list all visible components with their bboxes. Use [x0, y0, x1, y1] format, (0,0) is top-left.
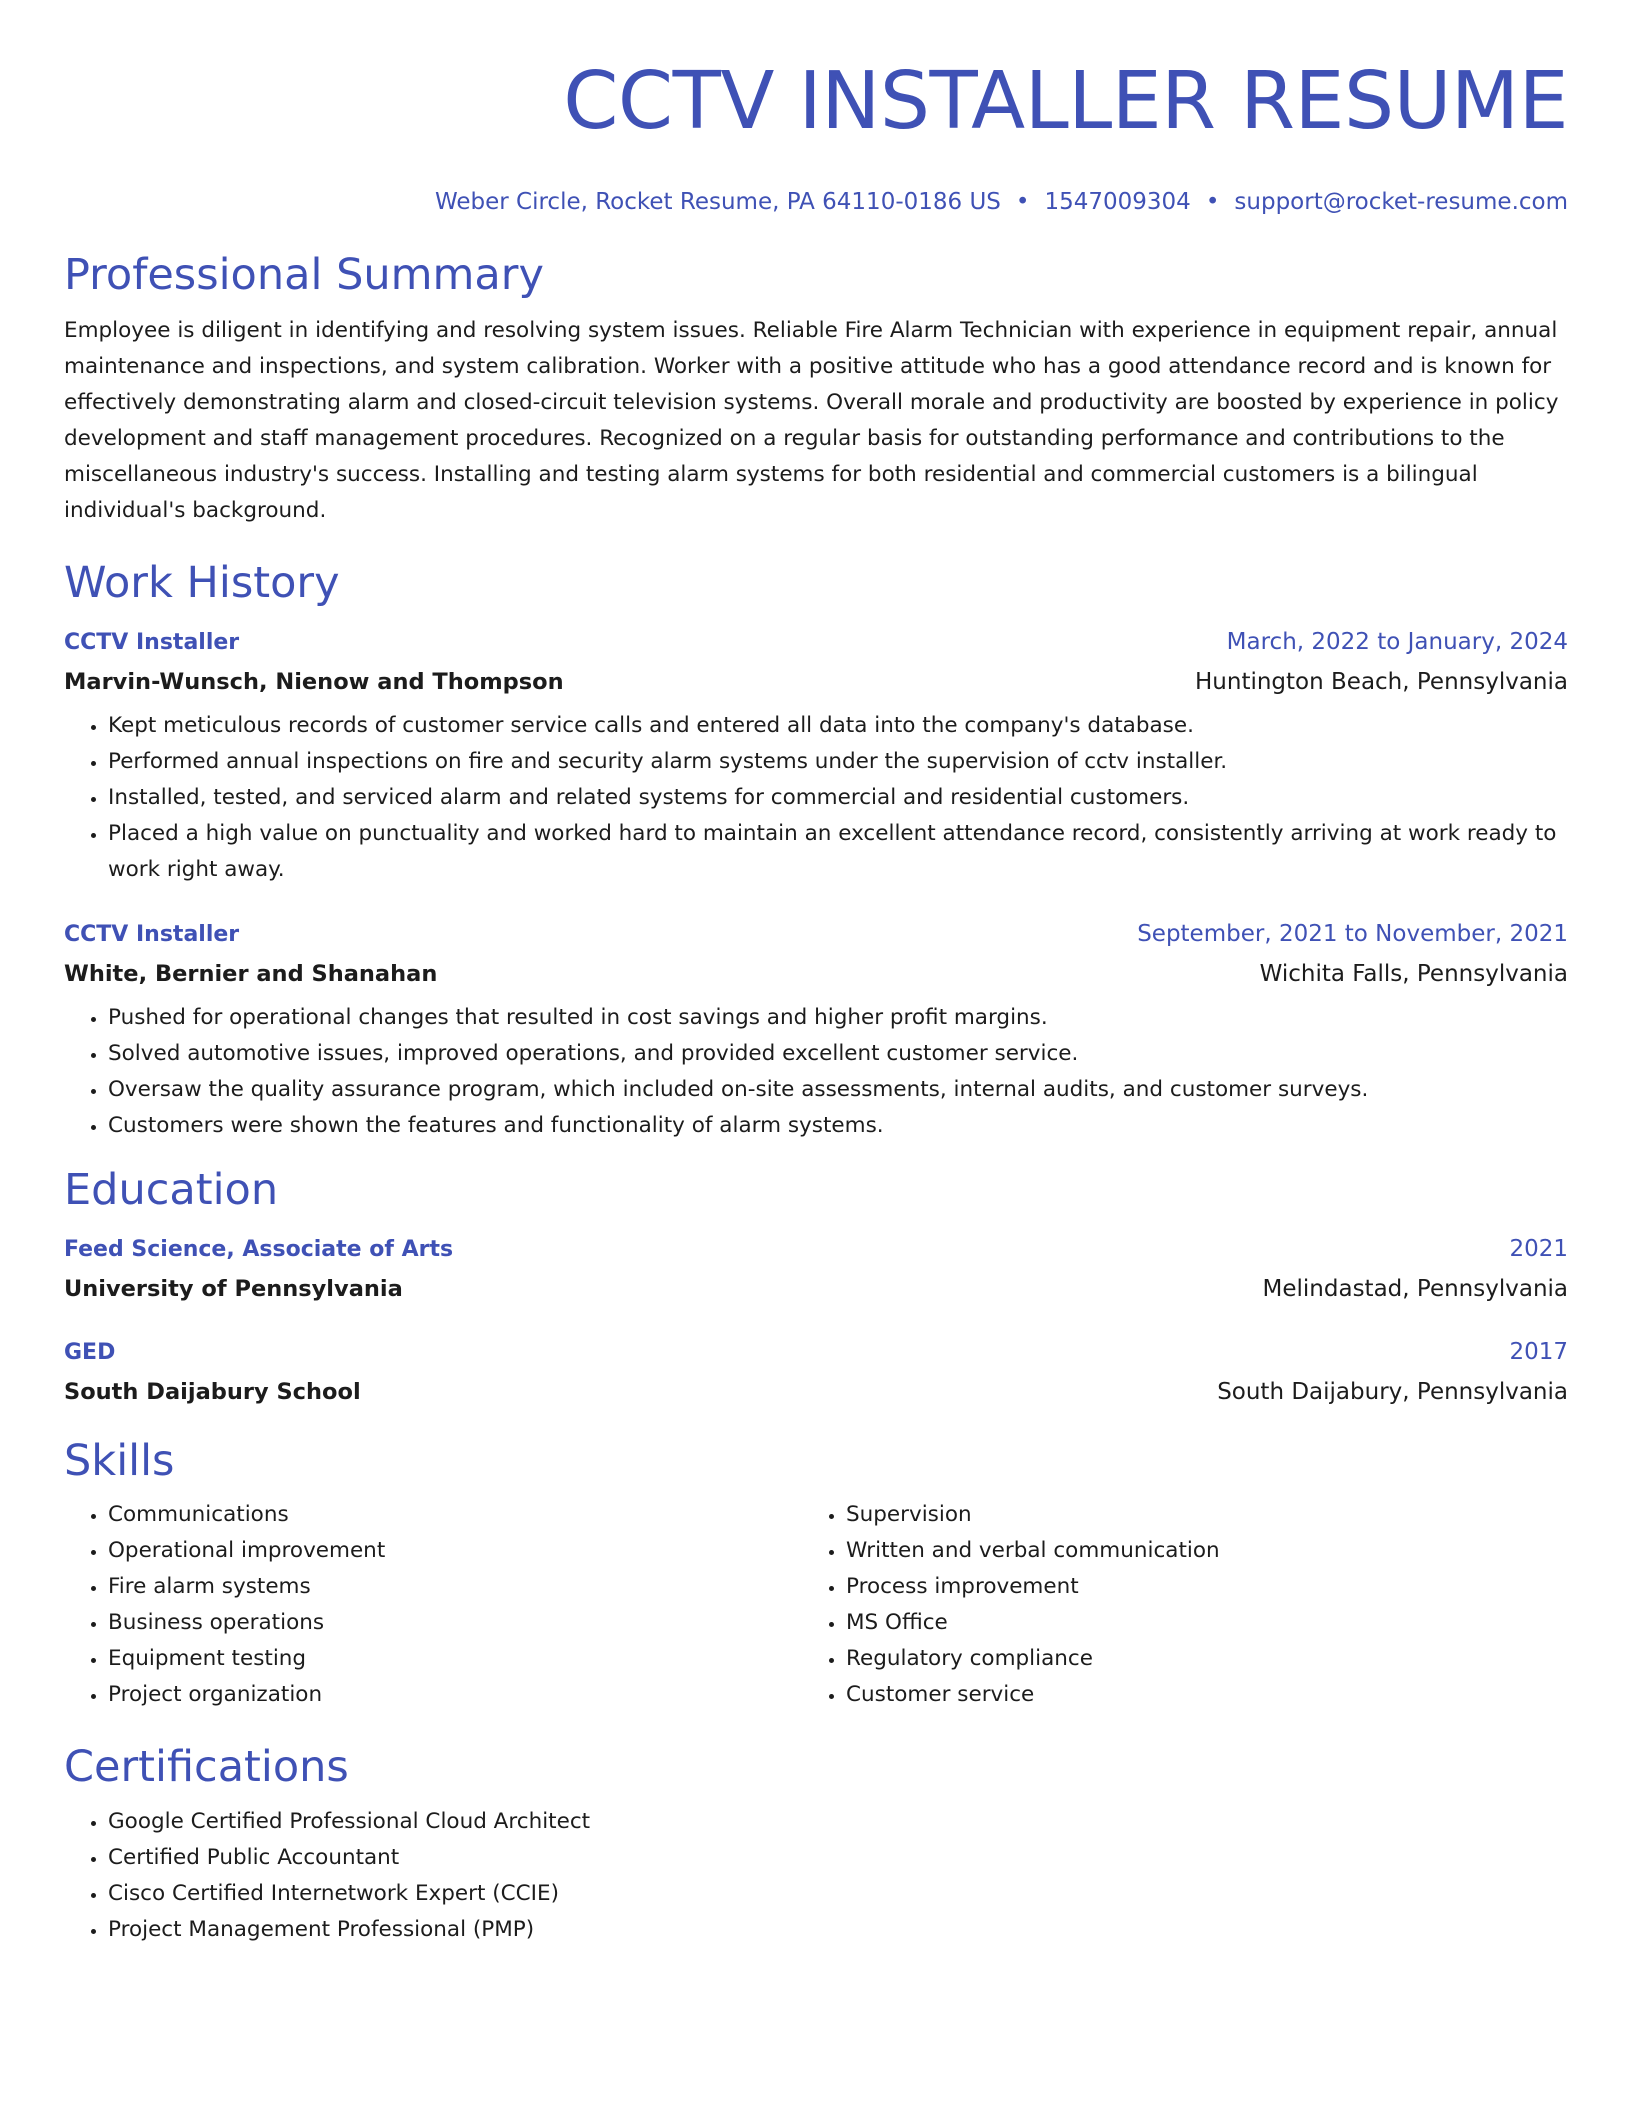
- skills-columns: [64, 1497, 1568, 1713]
- list-item: • Operational improvement: [108, 1533, 802, 1569]
- resume-title: CCTV INSTALLER RESUME: [563, 55, 1568, 147]
- education-location: Melindastad, Pennsylvania: [1262, 1276, 1568, 1302]
- skills-column-left: [64, 1497, 802, 1713]
- list-item: • Pushed for operational changes that resulted in cost savings and higher profit margins.: [108, 1000, 1568, 1036]
- list-item: • Written and verbal communication: [846, 1533, 1568, 1569]
- section-heading: Work History: [64, 558, 340, 608]
- list-item: • Process improvement: [846, 1569, 1568, 1605]
- job-bullets: [64, 1000, 1568, 1144]
- contact-separator: •: [1015, 189, 1030, 215]
- list-item: • Fire alarm systems: [108, 1569, 802, 1605]
- list-item: • Cisco Certified Internetwork Expert (CCIE): [108, 1876, 1568, 1912]
- job-title-row: [64, 919, 1568, 950]
- education-year: 2017: [1509, 1339, 1568, 1365]
- contact-address: Weber Circle, Rocket Resume, PA 64110-0186 US: [434, 189, 1001, 215]
- job-bullets: [64, 708, 1568, 888]
- list-item: • Communications: [108, 1497, 802, 1533]
- summary-text: Employee is diligent in identifying and resolving system issues. Reliable Fire Alarm Technician with experience in equipment repair, annual maintenance and inspections, and system calibration. Worker with a positive attitude who has a good attendance record and is known for effectively demonstrating alarm and closed-circuit television systems. Overall morale and productivity are boosted by experience in policy development and staff management procedures. Recognized on a regular basis for outstanding performance and contributions to the miscellaneous industry's success. Installing and testing alarm systems for both residential and commercial customers is a bilingual individual's background.: [64, 318, 1559, 523]
- list-item: • Equipment testing: [108, 1641, 802, 1677]
- summary-section: [64, 249, 1568, 529]
- list-item: • Business operations: [108, 1605, 802, 1641]
- certifications-section: [64, 1741, 1568, 1948]
- job-company: Marvin-Wunsch, Nienow and Thompson: [64, 669, 564, 695]
- education-entry: [64, 1234, 1568, 1304]
- education-degree-row: [64, 1337, 1568, 1368]
- job-company-row: [64, 959, 1568, 989]
- job-company: White, Bernier and Shanahan: [64, 961, 438, 987]
- job-title: CCTV Installer: [64, 922, 240, 947]
- contact-phone: 1547009304: [1044, 189, 1191, 215]
- education-school: South Daijabury School: [64, 1379, 361, 1405]
- list-item: • Oversaw the quality assurance program, which included on-site assessments, internal audits, and customer surveys.: [108, 1072, 1568, 1108]
- education-section: [64, 1164, 1568, 1407]
- job-entry: [64, 627, 1568, 888]
- education-school-row: [64, 1377, 1568, 1407]
- section-heading: Education: [64, 1165, 279, 1215]
- list-item: • Customers were shown the features and functionality of alarm systems.: [108, 1108, 1568, 1144]
- list-item: • Installed, tested, and serviced alarm and related systems for commercial and residential customers.: [108, 780, 1568, 816]
- job-location: Wichita Falls, Pennsylvania: [1259, 961, 1568, 987]
- section-heading: Certifications: [64, 1742, 349, 1792]
- education-school: University of Pennsylvania: [64, 1276, 403, 1302]
- contact-separator: •: [1205, 189, 1220, 215]
- job-location: Huntington Beach, Pennsylvania: [1195, 669, 1568, 695]
- list-item: • Google Certified Professional Cloud Architect: [108, 1804, 1568, 1840]
- education-degree-row: [64, 1234, 1568, 1265]
- section-heading: Professional Summary: [64, 250, 544, 300]
- list-item: • MS Office: [846, 1605, 1568, 1641]
- education-school-row: [64, 1274, 1568, 1304]
- education-year: 2021: [1509, 1236, 1568, 1262]
- education-degree: Feed Science, Associate of Arts: [64, 1237, 454, 1262]
- contact-line: [64, 187, 1568, 217]
- list-item: • Solved automotive issues, improved operations, and provided excellent customer service.: [108, 1036, 1568, 1072]
- list-item: • Regulatory compliance: [846, 1641, 1568, 1677]
- education-degree: GED: [64, 1340, 116, 1365]
- list-item: • Project Management Professional (PMP): [108, 1912, 1568, 1948]
- job-title: CCTV Installer: [64, 630, 240, 655]
- contact-email: support@rocket-resume.com: [1234, 189, 1568, 215]
- list-item: • Performed annual inspections on fire and security alarm systems under the supervision of cctv installer.: [108, 744, 1568, 780]
- resume-header: [64, 52, 1568, 217]
- section-heading: Skills: [64, 1436, 175, 1486]
- education-entry: [64, 1337, 1568, 1407]
- certifications-list: [64, 1804, 1568, 1948]
- list-item: • Customer service: [846, 1677, 1568, 1713]
- skills-section: [64, 1435, 1568, 1713]
- job-title-row: [64, 627, 1568, 658]
- skills-column-right: [802, 1497, 1568, 1713]
- job-company-row: [64, 667, 1568, 697]
- job-dates: September, 2021 to November, 2021: [1137, 921, 1568, 947]
- list-item: • Project organization: [108, 1677, 802, 1713]
- skills-list: [802, 1497, 1568, 1713]
- list-item: • Certified Public Accountant: [108, 1840, 1568, 1876]
- list-item: • Kept meticulous records of customer service calls and entered all data into the company's database.: [108, 708, 1568, 744]
- list-item: • Supervision: [846, 1497, 1568, 1533]
- job-dates: March, 2022 to January, 2024: [1226, 629, 1568, 655]
- education-location: South Daijabury, Pennsylvania: [1217, 1379, 1568, 1405]
- skills-list: [64, 1497, 802, 1713]
- work-history-section: [64, 557, 1568, 1144]
- job-entry: [64, 919, 1568, 1144]
- list-item: • Placed a high value on punctuality and worked hard to maintain an excellent attendance record, consistently arriving at work ready to work right away.: [108, 816, 1568, 888]
